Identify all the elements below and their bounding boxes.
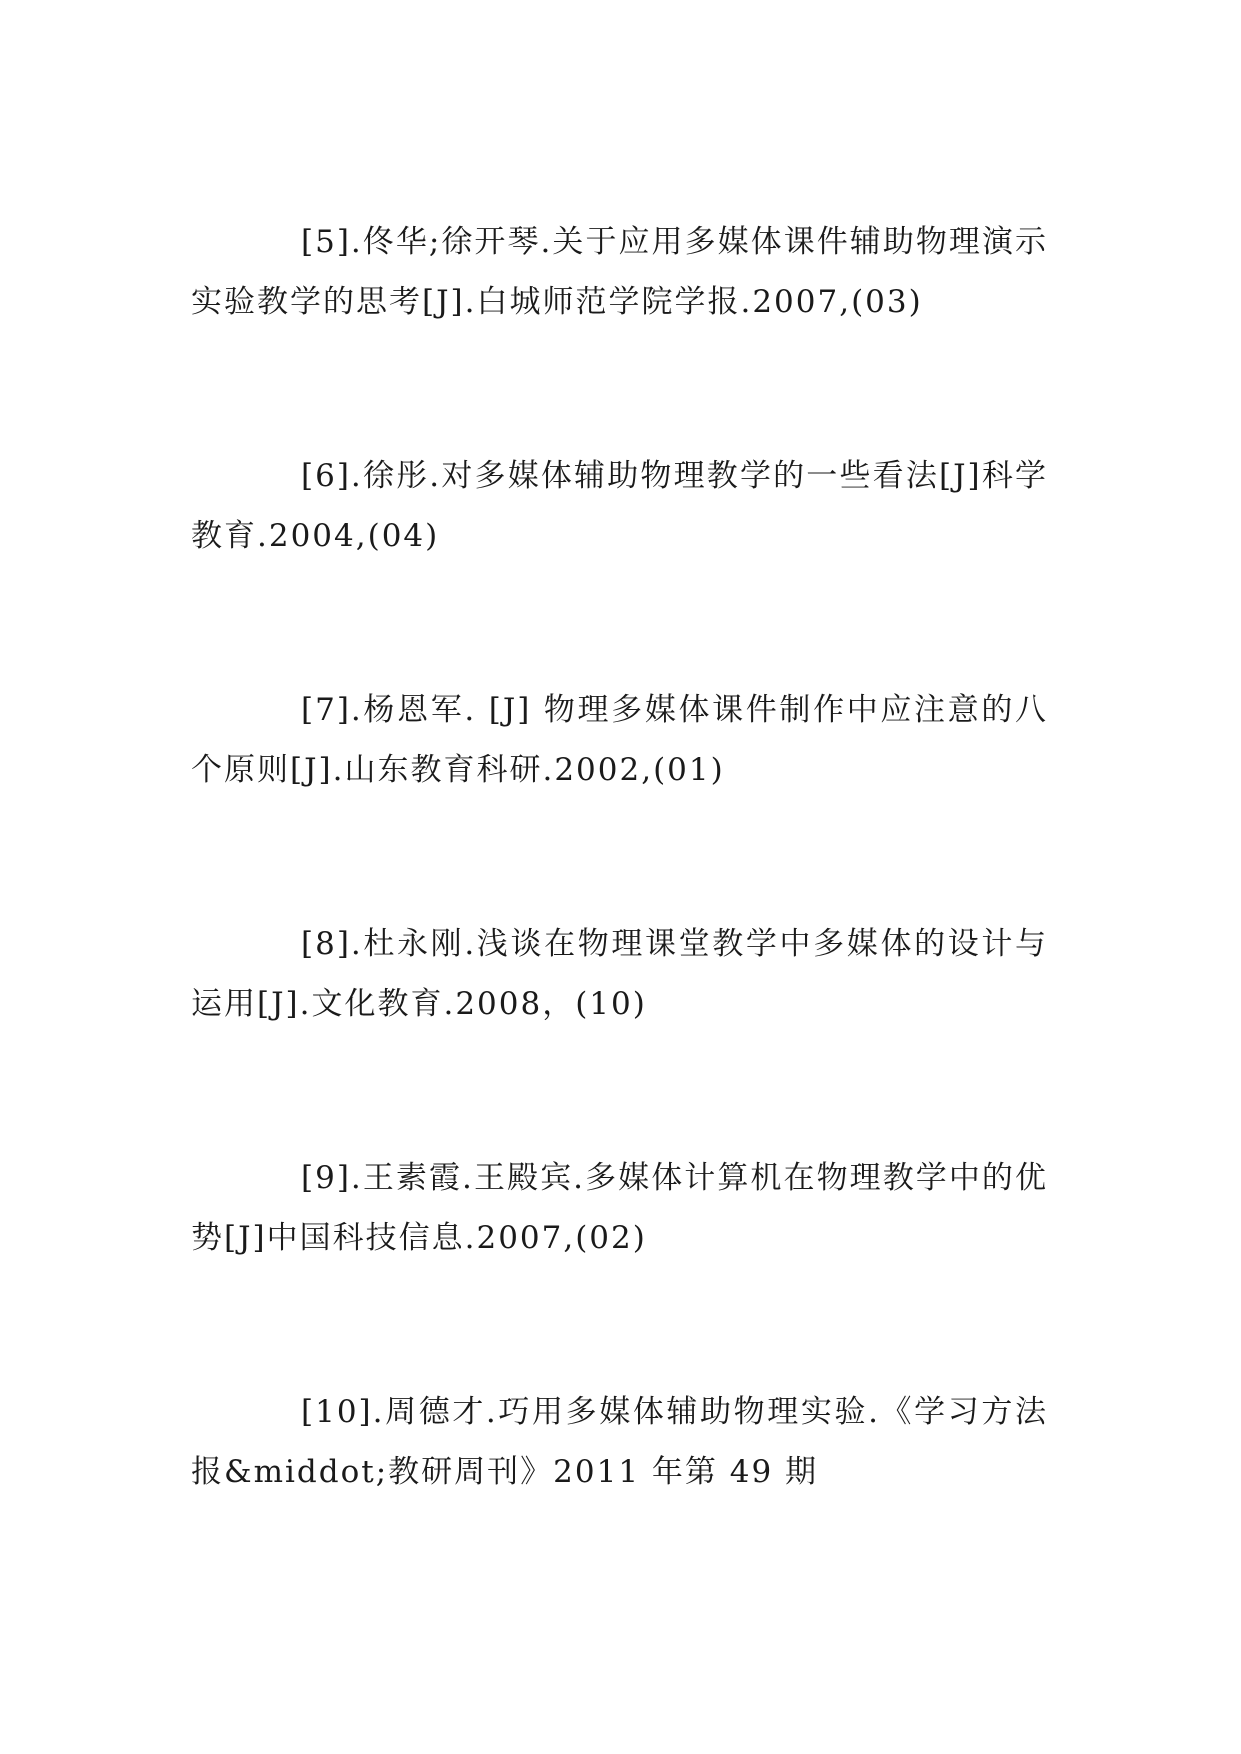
reference-entry-6: [6].徐彤.对多媒体辅助物理教学的一些看法[J]科学教育.2004,(04) — [191, 458, 1048, 554]
reference-entry-8: [8].杜永刚.浅谈在物理课堂教学中多媒体的设计与运用[J].文化教育.2008，(10) — [191, 926, 1048, 1022]
reference-entry-5: [5].佟华;徐开琴.关于应用多媒体课件辅助物理演示实验教学的思考[J].白城师范学院学报.2007,(03) — [191, 224, 1048, 320]
reference-entry-10: [10].周德才.巧用多媒体辅助物理实验.《学习方法报&middot;教研周刊》2011 年第 49 期 — [191, 1394, 1048, 1490]
reference-entry-9: [9].王素霞.王殿宾.多媒体计算机在物理教学中的优势[J]中国科技信息.2007,(02) — [191, 1160, 1048, 1256]
reference-entry-7: [7].杨恩军. [J] 物理多媒体课件制作中应注意的八个原则[J].山东教育科研.2002,(01) — [191, 692, 1048, 788]
